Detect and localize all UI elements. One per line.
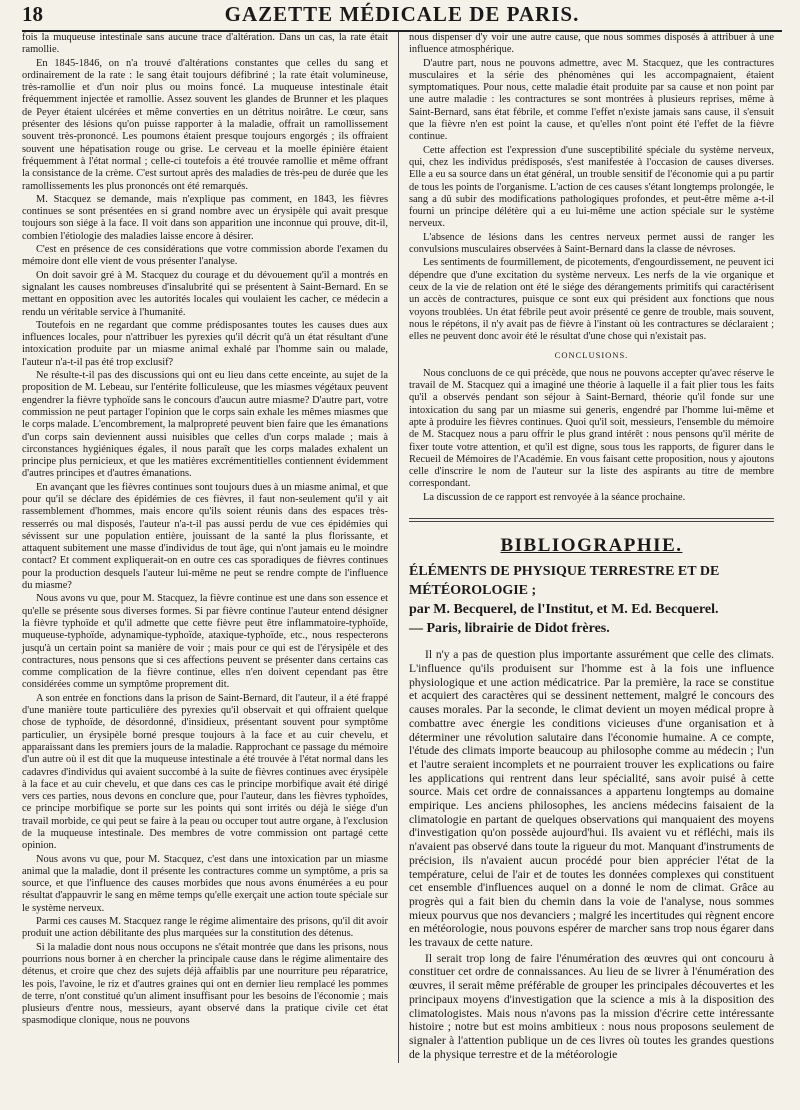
- paragraph: En avançant que les fièvres continues sont toujours dues à un miasme animal, et que pour qu'il se déclare des épidémies de ces fièvres, il faut non-seulement qu'il y ait rassemblement d'hommes, mais encore qu'ils soient réunis dans des espaces très-resserrés ou mal disposés, l'auteur n'a-t-il pas aussi perdu de vue ces épidémies qui sévissent sur une population entière, jouissant de la santé la plus florissante, et attaquent subitement une masse d'individus de tout âge, qui n'ont jamais eu le moindre contact? Et comment expliquerait-on en outre ces cas sporadiques de fièvres continues pour la production desquels l'auteur lui-même ne peut se rendre compte de l'influence du miasme?: [22, 481, 388, 592]
- two-column-body: [22, 32, 782, 1063]
- paragraph: En 1845-1846, on n'a trouvé d'altérations constantes que celles du sang et ordinairement de la rate : le sang était toujours défibriné ; la rate était volumineuse, très-ramollie et d'un noir plus ou moins foncé. La muqueuse intestinale était fréquemment injectée et ramollie. Assez souvent les glandes de Brunner et les plaques de Peyer étaient ulcérées et même converties en un détritus noirâtre. Le cœur, sans présenter des lésions qu'on puisse rapporter à la maladie, offrait un ramollissement souvent très-prononcé. Les poumons étaient presque toujours engorgés ; ils offraient souvent une hépatisation rouge ou grise. Le cerveau et la moelle épinière étaient fréquemment à l'état normal ; celle-ci toutefois a été trouvée ramollie et même offrant la consistance de la crème. C'est surtout après des maladies de très-peu de durée que les ramollissements les plus prononcés ont été remarqués.: [22, 57, 388, 192]
- paragraph: A son entrée en fonctions dans la prison de Saint-Bernard, dit l'auteur, il a été frappé d'une manière toute particulière des pyrexies qu'il observait et qui offraient quelque chose de typhoïde, de désordonné, d'insidieux, présentant souvent pour symptôme particulier, un érysipèle borné presque toujours à la face et au cuir chevelu, et apparaissant dans les premiers jours de la maladie. Rapprochant ce passage du mémoire d'un autre où il est dit que la muqueuse intestinale a été trouvée à l'état normal dans les cadavres d'individus qui avaient succombé à la suite de fièvres continues avec érysipèle à la face et au cuir chevelu, et que dans ces cas le principe morbifique avait été dirigé vers ces parties, nous devons en conclure que, pour l'auteur, dans les fièvres typhoïdes, ce principe morbifique se porte sur les points qui sont irrités ou déjà le siége d'un travail morbide, ce qui peut se faire à la peau ou occuper tout autre organe, à l'exclusion de la muqueuse intestinale. Des membres de votre commission ont partagé cette opinion.: [22, 692, 388, 852]
- book-title-line-1: ÉLÉMENTS DE PHYSIQUE TERRESTRE ET DE MÉTÉOROLOGIE ;: [409, 564, 720, 599]
- paragraph: Parmi ces causes M. Stacquez range le régime alimentaire des prisons, qu'il dit avoir produit une action débilitante des plus marquées sur la constitution des détenus.: [22, 916, 388, 940]
- paragraph: C'est en présence de ces considérations que votre commission aborde l'examen du mémoire dont elle vient de vous présenter l'analyse.: [22, 244, 388, 268]
- bibliography-heading: BIBLIOGRAPHIE.: [500, 534, 683, 556]
- conclusions-heading: CONCLUSIONS.: [554, 350, 629, 361]
- paragraph: M. Stacquez se demande, mais n'explique pas comment, en 1843, les fièvres continues se sont présentées en si grand nombre avec un érysipèle qui avait presque toujours son siége à la face. Il voit dans son apparition une inconnue qui prouve, dit-il, combien l'étiologie des maladies laisse encore à désirer.: [22, 193, 388, 242]
- paragraph: D'autre part, nous ne pouvons admettre, avec M. Stacquez, que les contractures musculaires et la série des phénomènes qui les accompagnaient, étaient symptomatiques. Pour nous, cette maladie était produite par sa cause et non point par une autre maladie : les contractures se sont montrées à plusieurs reprises, même à Saint-Bernard, sans état fébrile, et comme l'effet n'existe jamais sans cause, il s'ensuit que la fièvre n'en est point la cause, et qu'elles n'ont point été l'effet de la fièvre continue.: [409, 57, 774, 143]
- paragraph: Nous avons vu que, pour M. Stacquez, c'est dans une intoxication par un miasme animal que la maladie, dont il présente les contractures comme un symptôme, a pris sa source, et que l'influence des causes morbides que nous avons énumérées a eu pour résultat d'appauvrir le sang en même temps qu'elle exerçait une action toute spéciale sur le système nerveux.: [22, 853, 388, 914]
- book-title-line-3: — Paris, librairie de Didot frères.: [409, 621, 610, 637]
- book-review: [409, 648, 774, 1061]
- paragraph: L'absence de lésions dans les centres nerveux permet aussi de ranger les convulsions musculaires observées à Saint-Bernard dans la classe de névroses.: [409, 231, 774, 256]
- section-divider: [409, 518, 774, 522]
- right-column: [398, 32, 774, 1063]
- paragraph: fois la muqueuse intestinale sans aucune trace d'altération. Dans un cas, la rate était ramollie.: [22, 32, 388, 56]
- running-title: GAZETTE MÉDICALE DE PARIS.: [224, 2, 580, 26]
- paragraph: La discussion de ce rapport est renvoyée à la séance prochaine.: [423, 491, 686, 503]
- book-title: [409, 562, 774, 638]
- paragraph: Il n'y a pas de question plus importante assurément que celle des climats. L'influence qu'ils produisent sur l'homme est à la fois une influence physiologique et une action médicatrice. Par la première, la race se constitue et acquiert des caractères qui se dessinent nettement, malgré le concours des causes morales. Par la seconde, le climat devient un moyen médical propre à combattre avec énergie les conditions vicieuses d'une organisation et à déterminer une révolution salutaire dans l'économie humaine. A ce compte, l'étude des climats importe beaucoup au philosophe comme au médecin ; l'un et l'autre seraient incomplets et ne pourraient trouver les explications ou faire les applications qui rentrent dans leur spécialité, sans avoir puisé à cette source. Mais cet ordre de connaissances a appartenu longtemps au domaine empirique. Les anciens philosophes, les anciens médecins faisaient de la climatologie en partant de quelques observations qui manquaient des moyens d'investigation qu'on possède aujourd'hui. Ils avaient vu et réfléchi, mais ils n'avaient pas observé dans toute la rigueur du mot. Manquant d'instruments de précision, ils n'avaient aucun procédé pour bien apprécier l'état de la température, celui de l'air et de toutes les données complexes qui constituent cet ensemble d'influences auquel on a donné le nom de climat. Grâce au progrès qui a fait bien du chemin dans la voie de l'analyse, nous sommes mieux pourvus que nos devanciers ; malgré les incertitudes qui règnent encore en météorologie, nous pouvons espérer de marcher sans trop nous égarer dans les travaux de cette nature.: [409, 648, 774, 950]
- paragraph: Il serait trop long de faire l'énumération des œuvres qui ont concouru à constituer cet ordre de connaissances. Au lieu de se livrer à l'énumération des œuvres, il serait même préférable de grouper les principales découvertes et les principaux moyens d'investigation que la science a mis à la disposition des climatologistes. Mais nous n'avons pas la mission d'écrire cette intéressante histoire ; notre but est moins ambitieux : nous nous proposons seulement de signaler à l'attention publique un de ces livres où toutes les grandes questions de la physique terrestre et de la météorologie: [409, 951, 774, 1061]
- report-continuation: [409, 32, 774, 343]
- paragraph: nous dispenser d'y voir une autre cause, que nous sommes disposés à attribuer à une influence atmosphérique.: [409, 32, 774, 56]
- conclusions-section: [409, 368, 774, 504]
- paragraph: On doit savoir gré à M. Stacquez du courage et du dévouement qu'il a montrés en signalant les causes nombreuses d'insalubrité qui se présentent à Saint-Bernard. En se mettant en opposition avec les autorités locales qui voulaient les cacher, ce médecin a rendu un véritable service à l'humanité.: [22, 269, 388, 318]
- page-header: [22, 0, 782, 32]
- paragraph: Cette affection est l'expression d'une susceptibilité spéciale du système nerveux, qui, chez les individus prédisposés, s'est manifestée à l'occasion de causes diverses. Elle a eu sa source dans un état général, un trouble sensitif de l'économie qui a pu partir de tous les points de l'organisme. L'action de ces causes s'étant longtemps prolongée, le sang a dû subir des modifications pathologiques profondes, et peut-être même a-t-il fourni un principe délétère qui a eu lui-même une action spéciale sur le système nerveux.: [409, 144, 774, 230]
- paragraph: Toutefois en ne regardant que comme prédisposantes toutes les causes dues aux influences locales, pour n'attribuer les pyrexies qu'il décrit qu'à un état résultant d'une intoxication produite par un miasme animal exhalé par l'homme sain ou malade, l'auteur n'a-t-il pas été trop exclusif?: [22, 319, 388, 368]
- left-column: [22, 32, 398, 1063]
- book-title-line-2: par M. Becquerel, de l'Institut, et M. Ed. Becquerel.: [409, 602, 719, 618]
- paragraph: Si la maladie dont nous nous occupons ne s'était montrée que dans les prisons, nous pourrions nous borner à en chercher la principale cause dans le régime alimentaire des détenus, et croire que chez des sujets déjà affaiblis par une nourriture peu réparatrice, les pois, l'avoine, le riz et d'autres graines qui ont en dernier lieu remplacé les pommes de terre, n'ont constitué qu'un aliment insuffisant pour les besoins de l'économie ; mais plusieurs d'entre nous, messieurs, ayant observé dans la pratique civile cet état spasmodique clonique, nous ne pouvons: [22, 941, 388, 1027]
- paragraph: Les sentiments de fourmillement, de picotements, d'engourdissement, ne peuvent ici dépendre que d'une excitation du système nerveux. Les nerfs de la vie organique et ceux de la vie de relation ont été le siége des dérangements primitifs qui caractérisent un accès de contractures, puisque ce sont eux qui président aux fonctions que nous voyons troublées. Un état fébrile peut avoir présenté ce genre de trouble, mais souvent, nous le répétons, il n'y avait pas de fièvre à l'instant où les contractures se déclaraient ; elles ne peuvent donc avoir été le résultat d'une chose qui n'existait pas.: [409, 257, 774, 343]
- page-number: 18: [22, 2, 43, 26]
- paragraph: Nous avons vu que, pour M. Stacquez, la fièvre continue est une dans son essence et qu'elle se présente sous diverses formes. Si par fièvre continue l'auteur entend désigner la fièvre typhoïde et qu'il admette que cette fièvre peut être inflammatoire-typhoïde, muqueuse-typhoïde, adynamique-typhoïde, ataxique-typhoïde, etc., nous respecterons jusqu'à un certain point sa manière de voir ; mais pour ce qui est de l'érysipèle et des contractures, nous pensons que si ces affections peuvent se présenter dans certains cas comme complication de la fièvre continue, elles n'en doivent cependant pas être considérées comme un symptôme proprement dit.: [22, 593, 388, 691]
- paragraph: Nous concluons de ce qui précède, que nous ne pouvons accepter qu'avec réserve le travail de M. Stacquez qui a imaginé une théorie à laquelle il a fait plier tous les faits qu'il a observés pendant son séjour à Saint-Bernard, théorie qu'il fonde sur une intoxication du sang par un miasme sui generis, engendré par l'homme lui-même et apte à produire les fièvres continues. Quoi qu'il soit, messieurs, l'ensemble du mémoire de M. Stacquez nous a paru offrir le plus grand intérêt : nous pensons qu'il mérite de fixer toute votre attention, et qu'il est digne, sous tous les rapports, de figurer dans le Recueil de Mémoires de l'Académie. En vous faisant cette proposition, nous y ajoutons celle d'inscrire le nom de l'auteur sur la liste des aspirants au titre de membre correspondant.: [409, 367, 774, 490]
- paragraph: Ne résulte-t-il pas des discussions qui ont eu lieu dans cette enceinte, au sujet de la proposition de M. Lebeau, sur l'entérite folliculeuse, que les miasmes végétaux peuvent engendrer la fièvre typhoïde sans le concours d'aucun autre miasme? D'autre part, votre commission ne peut partager l'opinion que le corps sain exhale les mêmes miasmes que le corps malade. L'encombrement, la malpropreté peuvent bien faire que les émanations d'un corps sain deviennent aussi nuisibles que celles d'un corps malade ; mais à circonstances hygiéniques égales, il nous paraît que les corps malades exhalent un principe plus pernicieux, et que les matières excrémentitielles contiennent évidemment d'autres principes et d'autres émanations.: [22, 370, 388, 480]
